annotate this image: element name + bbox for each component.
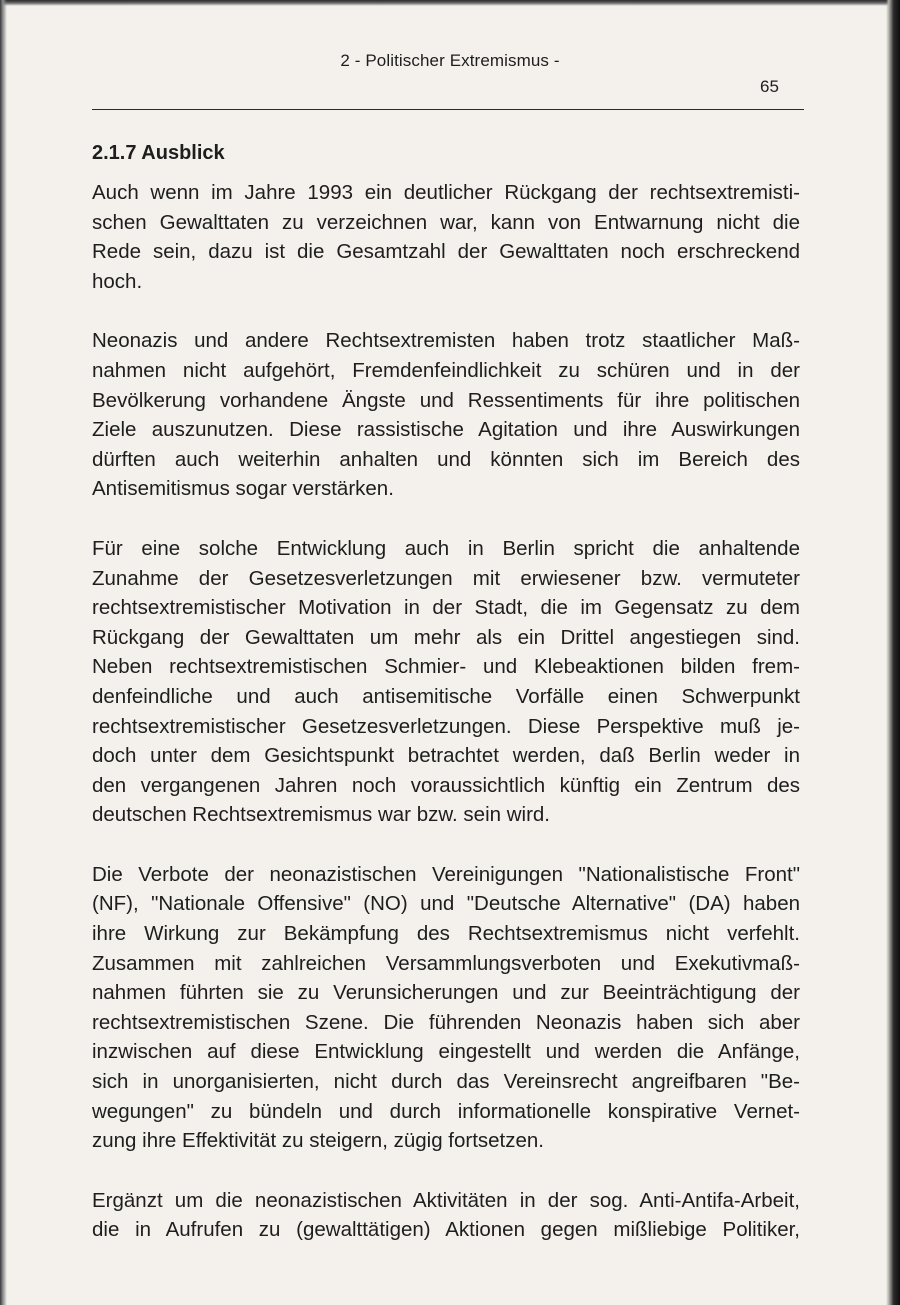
text-line: (NF), "Nationale Offensive" (NO) und "Deutsche Alternative" (DA) haben — [92, 892, 800, 916]
text-line: Neben rechtsextremistischen Schmier- und Klebeaktionen bilden frem- — [92, 655, 800, 679]
text-line: Ergänzt um die neonazistischen Aktivitäten in der sog. Anti-Antifa-Arbeit, — [92, 1188, 800, 1212]
text-line: rechtsextremistischen Szene. Die führenden Neonazis haben sich aber — [92, 1010, 800, 1034]
text-line: inzwischen auf diese Entwicklung eingestellt und werden die Anfänge, — [92, 1040, 800, 1064]
text-line: Ziele auszunutzen. Diese rassistische Agitation und ihre Auswirkungen — [92, 418, 800, 442]
text-line: den vergangenen Jahren noch voraussichtlich künftig ein Zentrum des — [92, 773, 800, 797]
text-line: nahmen führten sie zu Verunsicherungen und zur Beeinträchtigung der — [92, 981, 800, 1005]
text-line: Antisemitismus sogar verstärken. — [92, 477, 394, 501]
scan-edge-right — [886, 0, 900, 1305]
page-number: 65 — [760, 77, 779, 96]
text-line: Die Verbote der neonazistischen Vereinigungen "Nationalistische Front" — [92, 862, 800, 886]
paragraph — [92, 534, 800, 830]
text-line: nahmen nicht aufgehört, Fremdenfeindlichkeit zu schüren und in der — [92, 358, 800, 382]
text-line: denfeindliche und auch antisemitische Vorfälle einen Schwerpunkt — [92, 684, 800, 708]
text-line: Zusammen mit zahlreichen Versammlungsverboten und Exekutivmaß- — [92, 951, 800, 975]
text-line: sich in unorganisierten, nicht durch das Vereinsrecht angreifbaren "Be- — [92, 1070, 800, 1094]
text-line: zung ihre Effektivität zu steigern, zügig fortsetzen. — [92, 1129, 545, 1153]
paragraph — [92, 860, 800, 1156]
paragraph — [92, 326, 800, 504]
text-line: hoch. — [92, 269, 143, 293]
scan-edge-top — [0, 0, 900, 6]
text-line: Zunahme der Gesetzesverletzungen mit erwiesener bzw. vermuteter — [92, 566, 800, 590]
text-line: die in Aufrufen zu (gewalttätigen) Aktionen gegen mißliebige Politiker, — [92, 1218, 800, 1242]
text-line: Auch wenn im Jahre 1993 ein deutlicher Rückgang der rechtsextremisti- — [92, 181, 800, 204]
text-line: Rückgang der Gewalttaten um mehr als ein Drittel angestiegen sind. — [92, 625, 800, 649]
text-line: Neonazis und andere Rechtsextremisten haben trotz staatlicher Maß- — [92, 329, 800, 353]
text-line: rechtsextremistischer Motivation in der Stadt, die im Gegensatz zu dem — [92, 596, 800, 620]
text-line: deutschen Rechtsextremismus war bzw. sein wird. — [92, 803, 551, 827]
text-line: dürften auch weiterhin anhalten und könnten sich im Bereich des — [92, 447, 800, 471]
text-line: wegungen" zu bündeln und durch informationelle konspirative Vernet- — [92, 1099, 800, 1123]
scan-edge-left — [0, 0, 7, 1305]
text-line: Bevölkerung vorhandene Ängste und Ressentiments für ihre politischen — [92, 388, 800, 412]
text-line: rechtsextremistischer Gesetzesverletzungen. Diese Perspektive muß je- — [92, 714, 800, 738]
body-text — [92, 178, 800, 1275]
running-head: 2 - Politischer Extremismus - — [340, 51, 560, 70]
header-rule — [92, 109, 804, 110]
paragraph — [92, 1186, 800, 1245]
text-line: ihre Wirkung zur Bekämpfung des Rechtsextremismus nicht verfehlt. — [92, 922, 800, 946]
paragraph — [92, 178, 800, 296]
section-heading: 2.1.7 Ausblick — [92, 142, 225, 164]
text-line: doch unter dem Gesichtspunkt betrachtet werden, daß Berlin weder in — [92, 744, 800, 768]
text-line: Rede sein, dazu ist die Gesamtzahl der Gewalttaten noch erschreckend — [92, 240, 800, 264]
text-line: schen Gewalttaten zu verzeichnen war, kann von Entwarnung nicht die — [92, 210, 800, 234]
text-line: Für eine solche Entwicklung auch in Berlin spricht die anhaltende — [92, 536, 800, 560]
